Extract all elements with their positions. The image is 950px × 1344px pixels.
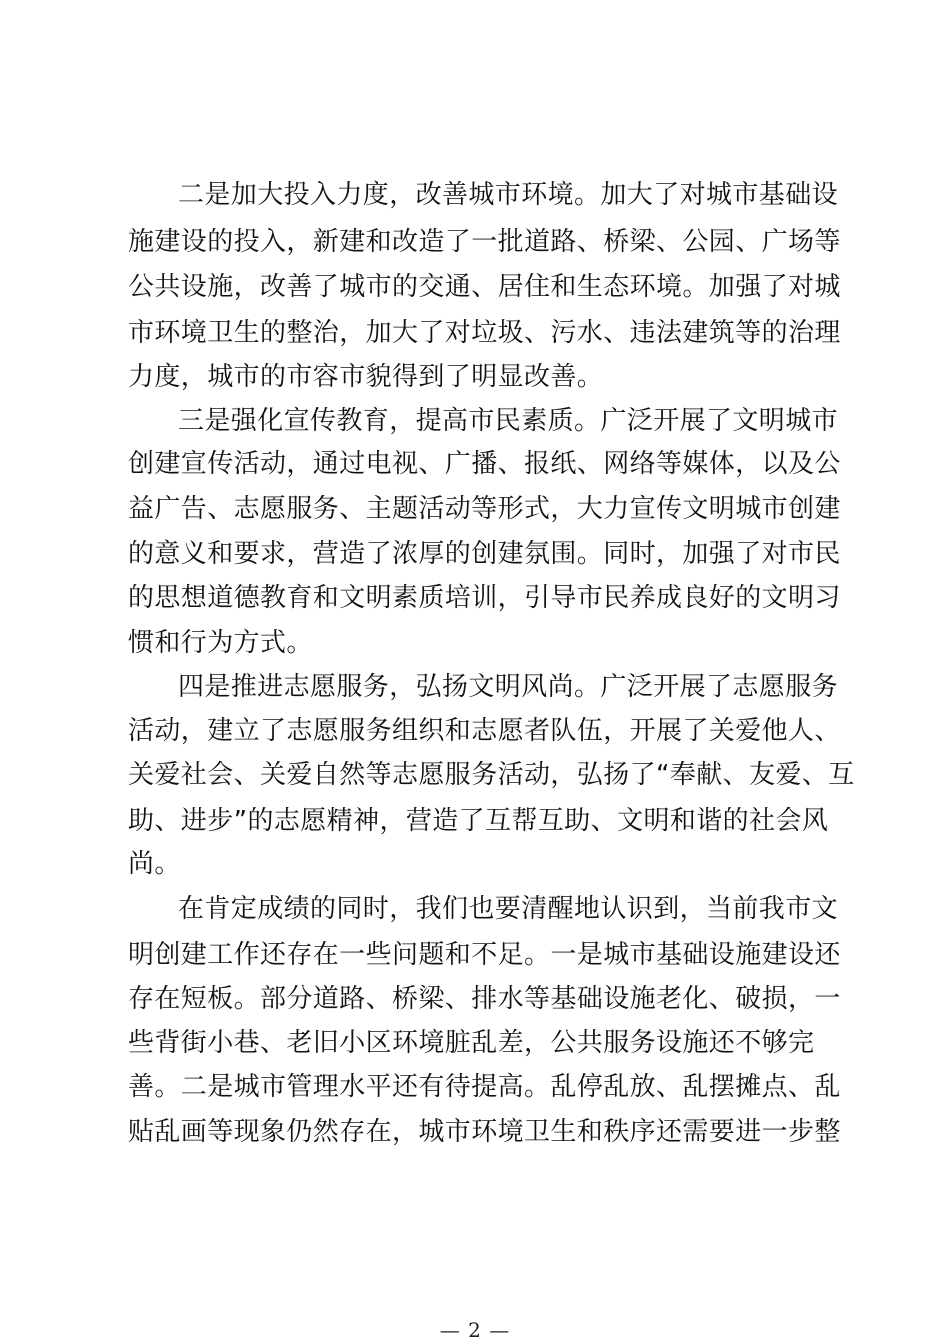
text-line: 四是推进志愿服务，弘扬文明风尚。广泛开展了志愿服务 <box>178 672 839 702</box>
text-line: 善。二是城市管理水平还有待提高。乱停乱放、乱摆摊点、乱 <box>128 1072 841 1102</box>
text-line: 力度，城市的市容市貌得到了明显改善。 <box>128 362 604 392</box>
text-line: 关爱社会、关爱自然等志愿服务活动，弘扬了“奉献、友爱、互 <box>128 760 855 790</box>
text-line: 施建设的投入，新建和改造了一批道路、桥梁、公园、广场等 <box>128 227 841 257</box>
text-line: 创建宣传活动，通过电视、广播、报纸、网络等媒体，以及公 <box>128 449 841 479</box>
text-line: 惯和行为方式。 <box>128 628 313 658</box>
text-line: 益广告、志愿服务、主题活动等形式，大力宣传文明城市创建 <box>128 494 841 524</box>
text-line: 在肯定成绩的同时，我们也要清醒地认识到，当前我市文 <box>178 894 839 924</box>
text-line: 的意义和要求，营造了浓厚的创建氛围。同时，加强了对市民 <box>128 539 841 569</box>
text-line: 公共设施，改善了城市的交通、居住和生态环境。加强了对城 <box>128 272 841 302</box>
text-line: 助、进步”的志愿精神，营造了互帮互助、文明和谐的社会风 <box>128 806 829 836</box>
text-line: 二是加大投入力度，改善城市环境。加大了对城市基础设 <box>178 180 839 210</box>
text-line: 存在短板。部分道路、桥梁、排水等基础设施老化、破损，一 <box>128 984 841 1014</box>
text-line: 明创建工作还存在一些问题和不足。一是城市基础设施建设还 <box>128 940 841 970</box>
page-number: — 2 — <box>439 1318 511 1342</box>
text-line: 三是强化宣传教育，提高市民素质。广泛开展了文明城市 <box>178 406 839 436</box>
text-line: 的思想道德教育和文明素质培训，引导市民养成良好的文明习 <box>128 583 841 613</box>
text-line: 贴乱画等现象仍然存在，城市环境卫生和秩序还需要进一步整 <box>128 1117 841 1147</box>
text-line: 些背街小巷、老旧小区环境脏乱差，公共服务设施还不够完 <box>128 1028 815 1058</box>
text-line: 尚。 <box>128 849 181 879</box>
text-line: 市环境卫生的整治，加大了对垃圾、污水、违法建筑等的治理 <box>128 318 841 348</box>
text-line: 活动，建立了志愿服务组织和志愿者队伍，开展了关爱他人、 <box>128 716 841 746</box>
